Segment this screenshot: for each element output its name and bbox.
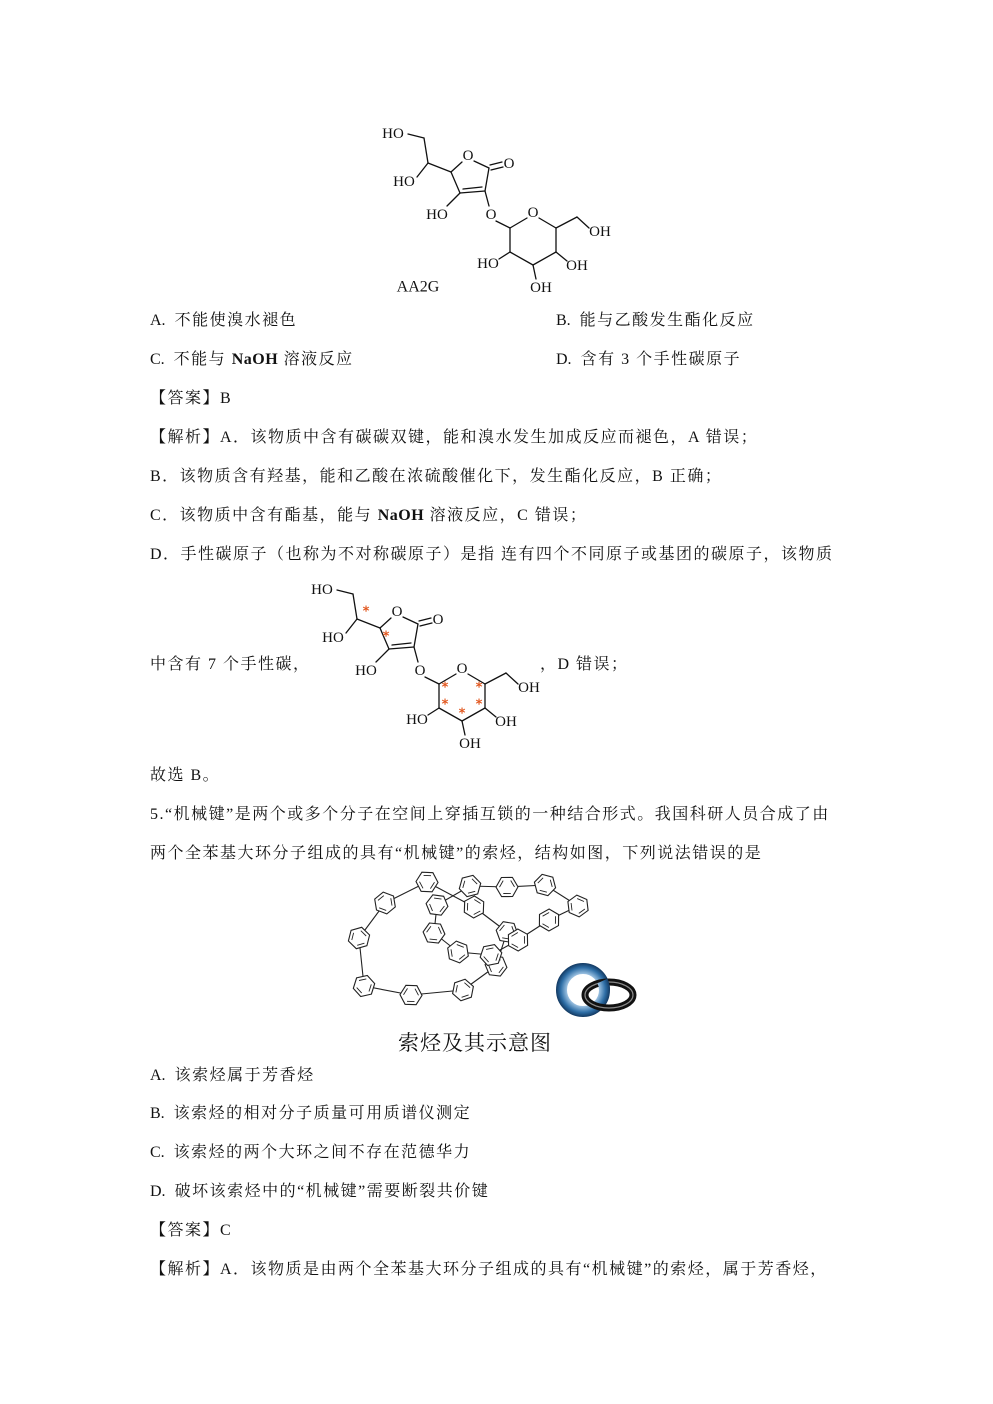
option-letter: A. <box>150 312 166 329</box>
bond-line <box>539 218 556 228</box>
catenane-figure <box>340 868 650 1028</box>
q5-option-a <box>150 1066 315 1086</box>
bond-line <box>451 162 462 172</box>
option-letter: D. <box>150 1183 166 1200</box>
bond-line <box>389 647 414 649</box>
q4-conclusion: 故选 B。 <box>150 767 221 784</box>
q4-analysis-d: D．手性碳原子（也称为不对称碳原子）是指 连有四个不同原子或基团的碳原子，该物质 <box>150 546 834 563</box>
figure-caption: 索烃及其示意图 <box>398 1031 552 1055</box>
option-letter: B. <box>150 1105 165 1122</box>
option-text: 该索烃的相对分子质量可用质谱仪测定 <box>173 1105 472 1122</box>
chiral-carbon-mark: * <box>362 604 370 620</box>
atom-label: OH <box>530 280 552 296</box>
atom-label: HO <box>477 256 499 272</box>
analysis-text: 溶液反应，C 错误； <box>424 507 588 524</box>
q5-analysis-a: 【解析】A．该物质是由两个全苯基大环分子组成的具有“机械键”的索烃，属于芳香烃， <box>150 1261 828 1278</box>
option-text: 该索烃的两个大环之间不存在范德华力 <box>173 1144 472 1161</box>
bond-line <box>460 191 485 193</box>
macrocycle-2 <box>423 874 588 965</box>
option-text: 含有 3 个手性碳原子 <box>580 351 742 368</box>
benzene-ring <box>426 895 448 915</box>
bond-line <box>490 162 502 165</box>
bond-line <box>485 673 506 684</box>
option-letter: B. <box>556 312 571 329</box>
atom-label: O <box>503 156 515 172</box>
bond-line <box>417 163 428 177</box>
q4-option-d <box>556 350 741 370</box>
bond-line <box>420 623 432 626</box>
option-text: 溶液反应 <box>278 351 354 368</box>
atom-label: O <box>414 663 426 679</box>
atom-label: OH <box>589 224 611 240</box>
bond-line <box>510 252 533 265</box>
bond-line <box>428 708 439 715</box>
benzene-ring <box>348 927 369 948</box>
bond-line <box>353 594 357 619</box>
atom-label: HO <box>322 630 344 646</box>
bond-line <box>474 161 489 168</box>
atom-label: O <box>432 612 444 628</box>
q4-analysis-a: 【解析】A．该物质中含有碳碳双键，能和溴水发生加成反应而褪色，A 错误； <box>150 429 759 446</box>
option-letter: C. <box>150 351 165 368</box>
atom-label: O <box>527 205 539 221</box>
bond-line <box>414 647 418 662</box>
benzene-ring <box>353 976 374 997</box>
q4-option-a <box>150 311 297 331</box>
bond-line <box>357 619 380 628</box>
bond-line <box>533 252 556 265</box>
bond-line <box>428 163 451 172</box>
q4-answer: 【答案】B <box>150 390 233 407</box>
bond-line <box>392 643 411 645</box>
bond-line <box>463 187 482 189</box>
bond-line <box>424 138 428 163</box>
q4-analysis-d-cont: 中含有 7 个手性碳， <box>150 656 311 673</box>
atom-label: HO <box>393 174 415 190</box>
option-letter: A. <box>150 1067 166 1084</box>
option-letter: C. <box>150 1144 165 1161</box>
q5-option-d <box>150 1182 489 1202</box>
q4-analysis-c <box>150 506 587 526</box>
q4-analysis-d-end: ，D 错误； <box>540 656 629 673</box>
atom-label: O <box>462 148 474 164</box>
benzene-ring <box>423 923 445 943</box>
analysis-text: C．该物质中含有酯基，能与 <box>150 507 378 524</box>
q4-analysis-b: B．该物质含有羟基，能和乙酸在浓硫酸催化下，发生酯化反应，B 正确； <box>150 468 723 485</box>
benzene-ring <box>480 945 502 966</box>
interlocked-rings-schematic <box>562 969 634 1012</box>
bond-line <box>491 167 503 170</box>
bond-line <box>380 618 391 628</box>
atom-label: OH <box>495 714 517 730</box>
option-letter: D. <box>556 351 572 368</box>
option-text: 不能与 <box>173 351 232 368</box>
bond-line <box>496 221 510 228</box>
chiral-carbon-mark: * <box>382 629 390 645</box>
bond-line <box>408 134 424 138</box>
benzene-ring <box>459 875 480 896</box>
atom-label: HO <box>406 712 428 728</box>
chiral-carbon-mark: * <box>475 697 483 713</box>
q5-stem-line2: 两个全苯基大环分子组成的具有“机械键”的索烃，结构如图，下列说法错误的是 <box>150 845 763 862</box>
benzene-ring <box>448 941 469 963</box>
bond-line <box>419 618 431 621</box>
atom-label: O <box>485 207 497 223</box>
bond-line <box>485 191 489 206</box>
q5-option-c <box>150 1143 471 1163</box>
atom-label: OH <box>518 680 540 696</box>
atom-label: HO <box>426 207 448 223</box>
q4-option-c <box>150 350 354 370</box>
bond-line <box>556 217 577 228</box>
bond-line <box>499 252 510 259</box>
q5-answer: 【答案】C <box>150 1222 233 1239</box>
option-text: 不能使溴水褪色 <box>174 312 298 329</box>
atom-label: HO <box>355 663 377 679</box>
formula-naoh: NaOH <box>377 507 425 524</box>
bond-line <box>577 217 589 228</box>
chiral-carbon-structure <box>299 568 549 760</box>
bond-line <box>414 624 418 647</box>
bond-line <box>425 677 439 684</box>
phenyl-macrocycles <box>348 872 588 1005</box>
bond-line <box>510 218 527 228</box>
q5-option-b <box>150 1104 471 1124</box>
chiral-carbon-mark: * <box>441 697 449 713</box>
q5-stem-line1: 5.“机械键”是两个或多个分子在空间上穿插互锁的一种结合形式。我国科研人员合成了由 <box>150 806 830 823</box>
atom-label: HO <box>382 126 404 142</box>
benzene-ring <box>534 874 555 895</box>
bond-line <box>447 193 460 206</box>
atom-label: O <box>391 604 403 620</box>
atom-label: O <box>456 661 468 677</box>
bond-line <box>462 721 465 735</box>
benzene-ring <box>568 895 588 917</box>
option-text: 该索烃属于芳香烃 <box>174 1067 315 1084</box>
bond-line <box>376 649 389 662</box>
bond-line <box>337 590 353 594</box>
bond-line <box>346 619 357 633</box>
bond-line <box>506 673 518 684</box>
option-text: 能与乙酸发生酯化反应 <box>579 312 755 329</box>
aa2g-structure <box>370 112 620 304</box>
chiral-carbon-mark: * <box>458 706 466 722</box>
formula-naoh: NaOH <box>231 351 279 368</box>
atom-label: OH <box>566 258 588 274</box>
q4-option-b <box>556 311 755 331</box>
benzene-ring <box>375 892 396 914</box>
chiral-carbon-mark: * <box>475 680 483 696</box>
benzene-ring <box>453 979 474 1001</box>
bond-line <box>403 617 418 624</box>
atom-label: OH <box>459 736 481 752</box>
bond-line <box>533 265 536 279</box>
chiral-carbon-mark: * <box>441 680 449 696</box>
bond-line <box>451 172 460 193</box>
option-text: 破坏该索烃中的“机械键”需要断裂共价键 <box>174 1183 490 1200</box>
bond-line <box>485 168 489 191</box>
atom-label: HO <box>311 582 333 598</box>
blue-ring-overlap <box>603 981 605 990</box>
structure-caption: AA2G <box>396 278 440 296</box>
